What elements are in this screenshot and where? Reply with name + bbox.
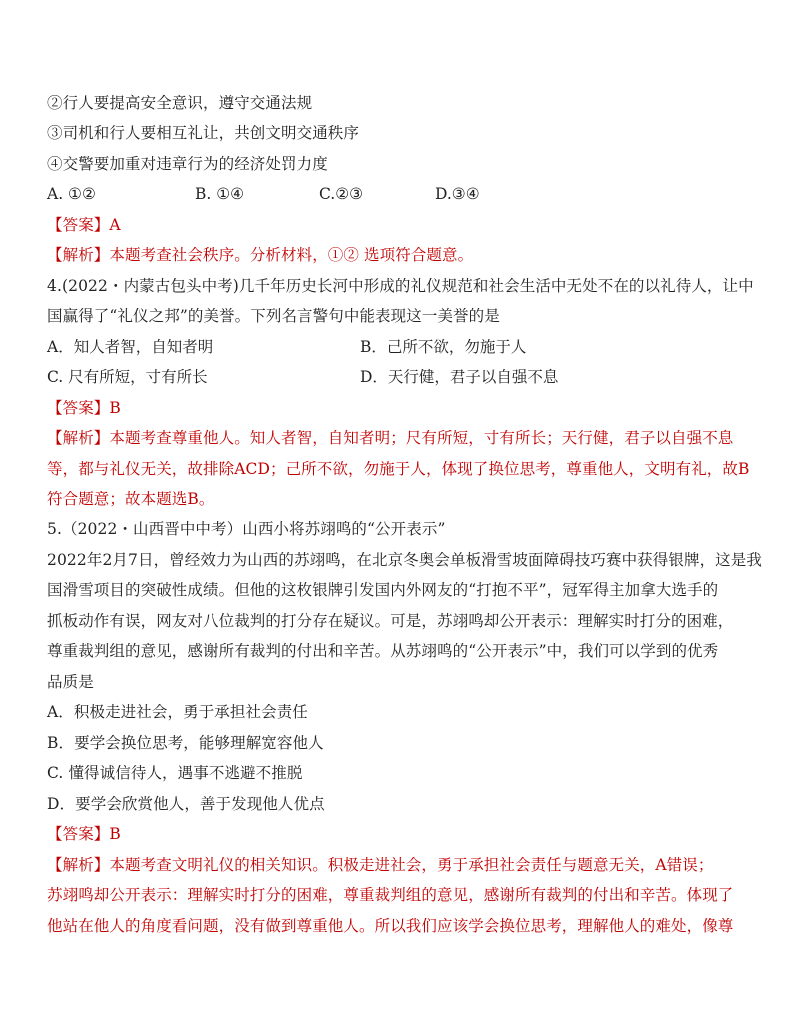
- analysis-tag: 【解析】: [47, 429, 110, 447]
- q4-stem-line-1: 4.(2022・内蒙古包头中考)几千年历史长河中形成的礼仪规范和社会生活中无处不在的以礼待人，让中: [47, 277, 754, 295]
- q3-option-a: A. ①②: [47, 185, 96, 203]
- q3-option-c: C.②③: [319, 185, 364, 203]
- q5-stem-line-3: 抓板动作有误，网友对八位裁判的打分存在疑议。可是，苏翊鸣却公开表示：理解实时打分的困难，: [47, 612, 734, 630]
- q4-option-d: D．天行健，君子以自强不息: [360, 368, 559, 386]
- q5-title: 5.（2022・山西晋中中考）山西小将苏翊鸣的“公开表示”: [47, 520, 446, 538]
- q4-option-b: B．己所不欲，勿施于人: [360, 338, 527, 356]
- q3-answer: [47, 215, 121, 235]
- q4-option-c: C. 尺有所短，寸有所长: [47, 368, 208, 386]
- q4-analysis-line-3: 符合题意；故本题选B。: [47, 490, 215, 508]
- q3-item-2: ②行人要提高安全意识，遵守交通法规: [47, 94, 313, 112]
- q3-option-d: D.③④: [435, 185, 480, 203]
- q5-stem-line-1: 2022年2月7日，曾经效力为山西的苏翊鸣，在北京冬奥会单板滑雪坡面障碍技巧赛中获得银牌，这是我: [47, 551, 762, 569]
- analysis-tag: 【解析】: [47, 856, 110, 874]
- q3-option-b: B. ①④: [195, 185, 245, 203]
- q3-item-3: ③司机和行人要相互礼让，共创文明交通秩序: [47, 124, 360, 142]
- q5-stem-line-2: 国滑雪项目的突破性成绩。但他的这枚银牌引发国内外网友的“打抱不平”，冠军得主加拿大选手的: [47, 581, 719, 599]
- q5-stem-line-4: 尊重裁判组的意见，感谢所有裁判的付出和辛苦。从苏翊鸣的“公开表示”中，我们可以学到的优秀: [47, 642, 719, 660]
- answer-tag: 【答案】: [47, 216, 110, 234]
- q5-option-d: D．要学会欣赏他人，善于发现他人优点: [47, 795, 325, 813]
- q4-analysis-line-2: 等，都与礼仪无关，故排除ACD；己所不欲，勿施于人，体现了换位思考，尊重他人，文明有礼，故B: [47, 460, 750, 478]
- answer-value: B: [109, 825, 121, 843]
- q5-analysis-line-2: 苏翊鸣却公开表示：理解实时打分的困难，尊重裁判组的意见，感谢所有裁判的付出和辛苦。体现了: [47, 886, 734, 904]
- q5-option-c: C. 懂得诚信待人，遇事不逃避不推脱: [47, 764, 303, 782]
- q5-option-a: A．积极走进社会，勇于承担社会责任: [47, 703, 308, 721]
- analysis-tag: 【解析】: [47, 246, 110, 264]
- q5-option-b: B．要学会换位思考，能够理解宽容他人: [47, 734, 324, 752]
- answer-tag: 【答案】: [47, 399, 110, 417]
- answer-value: B: [109, 399, 121, 417]
- q4-stem-line-2: 国赢得了“礼仪之邦”的美誉。下列名言警句中能表现这一美誉的是: [47, 307, 500, 325]
- analysis-text: 本题考查社会秩序。分析材料，①② 选项符合题意。: [109, 246, 474, 264]
- q3-analysis: [47, 245, 473, 265]
- q4-analysis-line-1: [47, 428, 733, 448]
- q4-option-a: A．知人者智，自知者明: [47, 338, 214, 356]
- q4-answer: [47, 398, 121, 418]
- q5-analysis-line-3: 他站在他人的角度看问题，没有做到尊重他人。所以我们应该学会换位思考，理解他人的难处，像尊: [47, 917, 734, 935]
- analysis-text: 本题考查尊重他人。知人者智，自知者明；尺有所短，寸有所长；天行健，君子以自强不息: [109, 429, 734, 447]
- q3-item-4: ④交警要加重对违章行为的经济处罚力度: [47, 155, 328, 173]
- answer-value: A: [109, 216, 121, 234]
- q5-answer: [47, 824, 121, 844]
- analysis-text: 本题考查文明礼仪的相关知识。积极走进社会，勇于承担社会责任与题意无关，A错误；: [109, 856, 714, 874]
- q5-stem-line-5: 品质是: [47, 673, 94, 691]
- answer-tag: 【答案】: [47, 825, 110, 843]
- q5-analysis-line-1: [47, 855, 714, 875]
